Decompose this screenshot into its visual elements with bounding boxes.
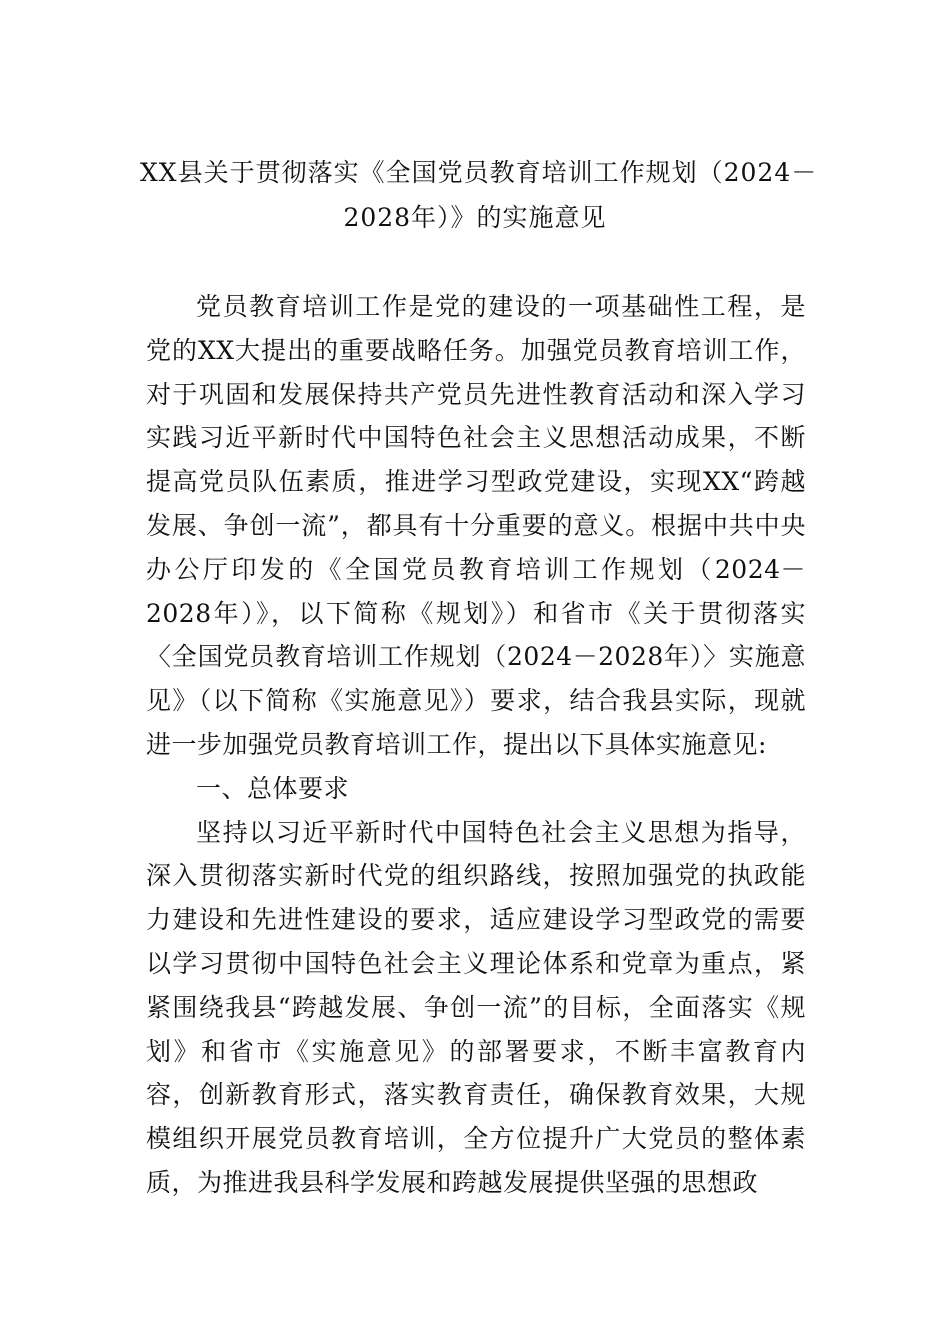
intro-paragraph: 党员教育培训工作是党的建设的一项基础性工程，是党的XX大提出的重要战略任务。加强党员教育培训工作，对于巩固和发展保持共产党员先进性教育活动和深入学习实践习近平新时代中国特色社会主义思想活动成果，不断提高党员队伍素质，推进学习型政党建设，实现XX“跨越发展、争创一流”，都具有十分重要的意义。根据中共中央办公厅印发的《全国党员教育培训工作规划（2024－2028年）》，以下简称《规划》）和省市《关于贯彻落实〈全国党员教育培训工作规划（2024－2028年）〉实施意见》（以下简称《实施意见》）要求，结合我县实际，现就进一步加强党员教育培训工作，提出以下具体实施意见: bbox=[146, 292, 806, 759]
overall-requirements-paragraph: 坚持以习近平新时代中国特色社会主义思想为指导，深入贯彻落实新时代党的组织路线，按照加强党的执政能力建设和先进性建设的要求，适应建设学习型政党的需要以学习贯彻中国特色社会主义理论体系和党章为重点，紧紧围绕我县“跨越发展、争创一流”的目标，全面落实《规划》和省市《实施意见》的部署要求，不断丰富教育内容，创新教育形式，落实教育责任，确保教育效果，大规模组织开展党员教育培训，全方位提升广大党员的整体素质，为推进我县科学发展和跨越发展提供坚强的思想政 bbox=[146, 817, 806, 1197]
document-title bbox=[140, 150, 818, 240]
section-heading-overall-requirements: 一、总体要求 bbox=[196, 773, 350, 803]
document-body bbox=[146, 285, 806, 1205]
document-title-line-2: 2028年）》的实施意见 bbox=[343, 203, 607, 232]
document-title-line-1: XX县关于贯彻落实《全国党员教育培训工作规划（2024－ bbox=[140, 158, 818, 187]
